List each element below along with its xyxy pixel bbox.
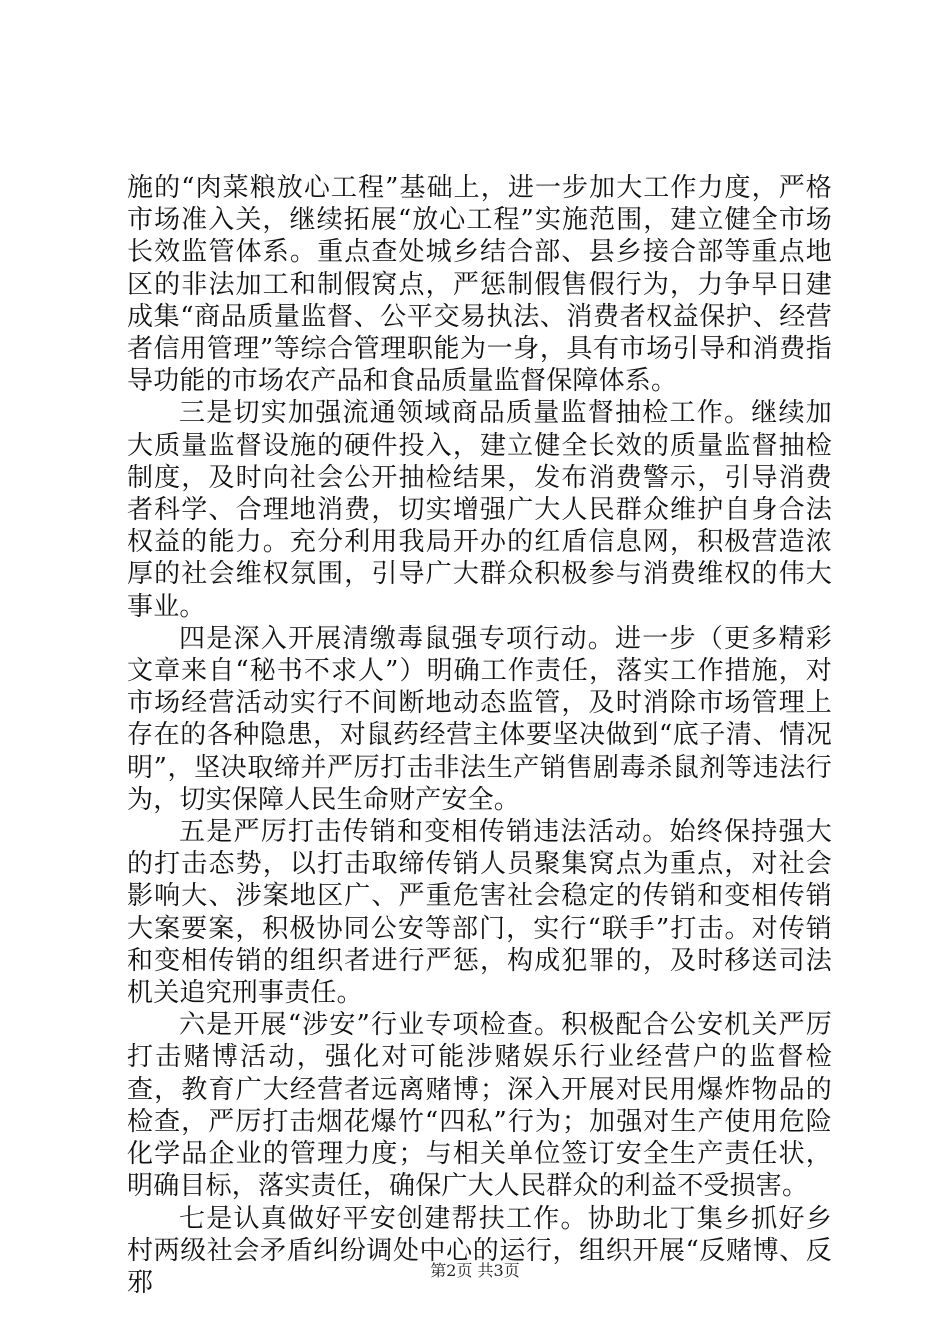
page-number-footer: 第2页 共3页 xyxy=(430,1261,520,1280)
paragraph-5: 六是开展“涉安”行业专项检查。积极配合公安机关严厉打击赌博活动，强化对可能涉赌娱乐行业经营户的监督检查，教育广大经营者远离赌博；深入开展对民用爆炸物品的检查，严厉打击烟花爆竹“四私”行为；加强对生产使用危险化学品企业的管理力度；与相关单位签订安全生产责任状，明确目标，落实责任，确保广大人民群众的利益不受损害。 xyxy=(127,1010,832,1202)
paragraph-2: 三是切实加强流通领域商品质量监督抽检工作。继续加大质量监督设施的硬件投入，建立健全长效的质量监督抽检制度，及时向社会公开抽检结果，发布消费警示，引导消费者科学、合理地消费，切实增强广大人民群众维护自身合法权益的能力。充分利用我局开办的红盾信息网，积极营造浓厚的社会维权氛围，引导广大群众积极参与消费维权的伟大事业。 xyxy=(127,398,832,622)
paragraph-6: 七是认真做好平安创建帮扶工作。协助北丁集乡抓好乡村两级社会矛盾纠纷调处中心的运行，组织开展“反赌博、反邪 xyxy=(127,1203,832,1298)
paragraph-1: 施的“肉菜粮放心工程”基础上，进一步加大工作力度，严格市场准入关，继续拓展“放心工程”实施范围，建立健全市场长效监管体系。重点查处城乡结合部、县乡接合部等重点地区的非法加工和制假窝点，严惩制假售假行为，力争早日建成集“商品质量监督、公平交易执法、消费者权益保护、经营者信用管理”等综合管理职能为一身，具有市场引导和消费指导功能的市场农产品和食品质量监督保障体系。 xyxy=(127,173,832,397)
paragraph-3: 四是深入开展清缴毒鼠强专项行动。进一步（更多精彩文章来自“秘书不求人”）明确工作责任，落实工作措施，对市场经营活动实行不间断地动态监管，及时消除市场管理上存在的各种隐患，对鼠药经营主体要坚决做到“底子清、情况明”，坚决取缔并严厉打击非法生产销售剧毒杀鼠剂等违法行为，切实保障人民生命财产安全。 xyxy=(127,623,832,815)
document-body xyxy=(127,172,832,1299)
paragraph-4: 五是严厉打击传销和变相传销违法活动。始终保持强大的打击态势，以打击取缔传销人员聚集窝点为重点，对社会影响大、涉案地区广、严重危害社会稳定的传销和变相传销大案要案，积极协同公安等部门，实行“联手”打击。对传销和变相传销的组织者进行严惩，构成犯罪的，及时移送司法机关追究刑事责任。 xyxy=(127,817,832,1009)
